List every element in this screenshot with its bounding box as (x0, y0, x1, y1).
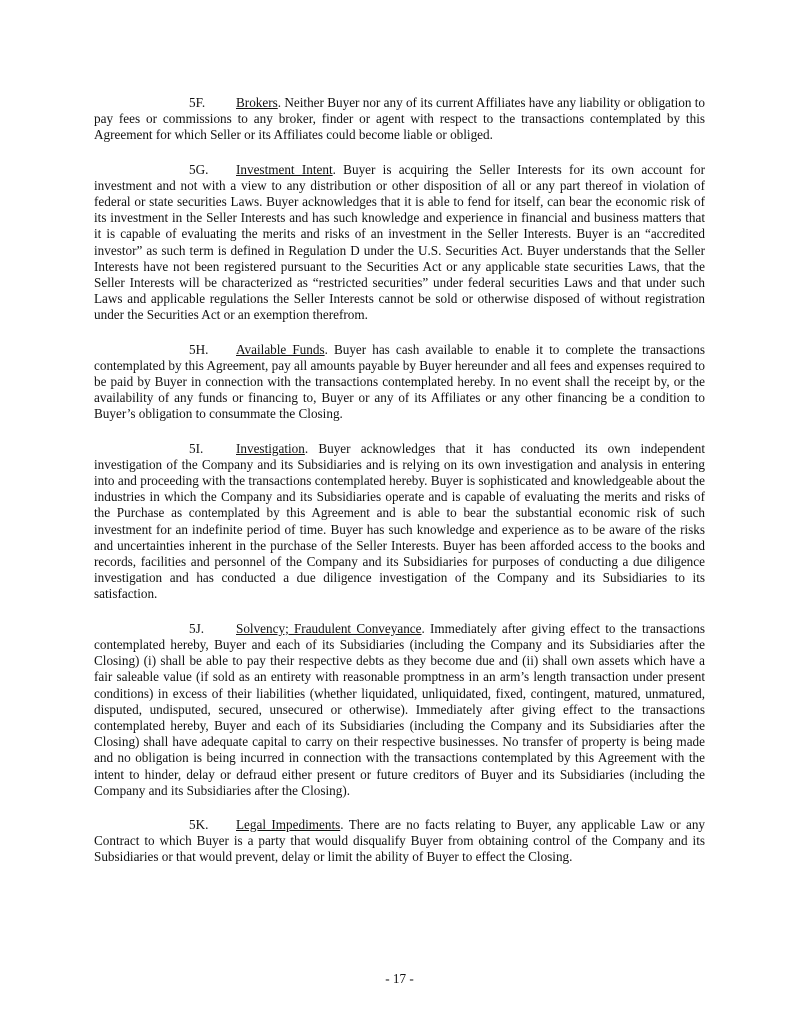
section-heading: Investment Intent (236, 161, 333, 177)
section-number: 5J. (189, 620, 205, 636)
section-body: . Buyer has cash available to enable it to complete the transactions contemplated by this Agreement, pay all amounts payable by Buyer hereunder and all fees and expenses required to be paid by Buyer in connection with the transactions contemplated hereby. In no event shall the receipt by, or the availability of any funds or financing to, Buyer or any of its Affiliates or any other financing be a condition to Buyer’s obligation to consummate the Closing. (94, 341, 705, 422)
section-number: 5F. (189, 95, 206, 110)
page-number: - 17 - (385, 971, 414, 986)
section-body: . Immediately after giving effect to the transactions contemplated hereby, Buyer and each of its Subsidiaries (including the Company and its Subsidiaries after the Closing) (i) shall be able to pay their respective debts as they become due and (ii) shall own assets which have a fair saleable value (if sold as an entirety with reasonable promptness in an arm’s length transaction under present conditions) in excess of their liabilities (whether liquidated, unliquidated, fixed, contingent, matured, unmatured, disputed, undisputed, secured, unsecured or otherwise). Immediately after giving effect to the transactions contemplated hereby, Buyer and each of its Subsidiaries (including the Company and its Subsidiaries after the Closing) shall have adequate capital to carry on their respective businesses. No transfer of property is being made and no obligation is being incurred in connection with the transactions contemplated by this Agreement with the intent to hinder, delay or defraud either present or future creditors of Buyer and its Subsidiaries (including the Company and its Subsidiaries after the Closing). (94, 620, 705, 798)
section-body: . Buyer is acquiring the Seller Interests for its own account for investment and not with a view to any distribution or other disposition of all or any part thereof in violation of federal or state securities Laws. Buyer acknowledges that it is able to fend for itself, can bear the economic risk of its investment in the Seller Interests and has such knowledge and experience in financial and business matters that it is capable of evaluating the merits and risks of an investment in the Seller Interests. Buyer is an “accredited investor” as such term is defined in Regulation D under the U.S. Securities Act. Buyer understands that the Seller Interests have not been registered pursuant to the Securities Act or any applicable state securities Laws, that the Seller Interests will be characterized as “restricted securities” under federal securities Laws and that under such Laws and applicable regulations the Seller Interests cannot be sold or otherwise disposed of without registration under the Securities Act or an exemption therefrom. (94, 161, 706, 323)
section-number: 5H. (189, 341, 209, 357)
section-heading: Legal Impediments (236, 816, 341, 832)
section-heading: Investigation (236, 440, 305, 456)
section-body: . There are no facts relating to Buyer, any applicable Law or any Contract to which Buyer is a party that would disqualify Buyer from obtaining control of the Company and its Subsidiaries or that would prevent, delay or limit the ability of Buyer to effect the Closing. (94, 816, 706, 865)
section-body: . Buyer acknowledges that it has conducted its own independent investigation of the Company and its Subsidiaries and is relying on its own investigation and analysis in entering into and proceeding with the transactions contemplated hereby. Buyer is sophisticated and knowledgeable about the industries in which the Company and its Subsidiaries operate and is capable of evaluating the merits and risks of the Purchase as contemplated by this Agreement and is able to bear the substantial economic risk of such investment for an indefinite period of time. Buyer has such knowledge and experience as to be aware of the risks and uncertainties inherent in the purchase of the Seller Interests. Buyer has been afforded access to the books and records, facilities and personnel of the Company and its Subsidiaries for purposes of conducting a due diligence investigation and has conducted a due diligence investigation of the Company and its Subsidiaries to its satisfaction. (94, 440, 705, 602)
section-number: 5I. (189, 440, 204, 456)
section-5g (94, 162, 705, 324)
section-5j (94, 621, 705, 799)
section-5i (94, 441, 705, 603)
section-heading: Solvency; Fraudulent Conveyance (236, 620, 422, 636)
section-5k (94, 817, 705, 866)
section-5f (94, 95, 705, 144)
section-heading: Available Funds (236, 341, 325, 357)
section-body: . Neither Buyer nor any of its current Affiliates have any liability or obligation to pay fees or commissions to any broker, finder or agent with respect to the transactions contemplated by this Agreement for which Seller or its Affiliates could become liable or obliged. (94, 95, 705, 143)
section-number: 5G. (189, 161, 209, 177)
section-heading: Brokers (236, 95, 278, 110)
section-5h (94, 342, 705, 423)
section-number: 5K. (189, 816, 209, 832)
